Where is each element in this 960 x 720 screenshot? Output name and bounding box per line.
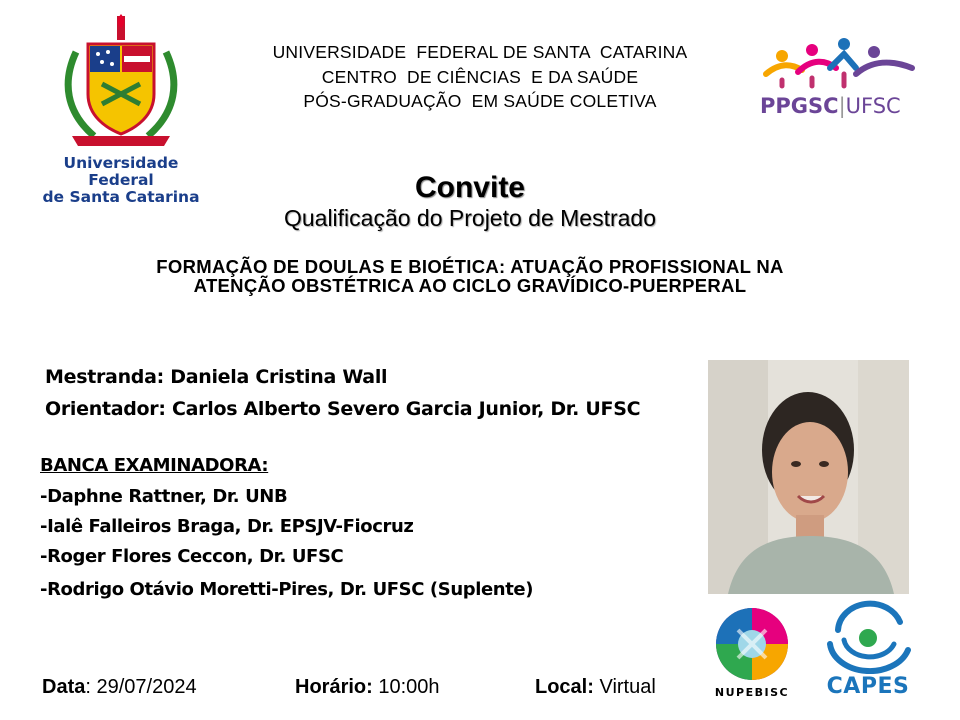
header-line-university: UNIVERSIDADE FEDERAL DE SANTA CATARINA bbox=[272, 42, 688, 62]
header-line-center: CENTRO DE CIÊNCIAS E DA SAÚDE bbox=[321, 66, 639, 87]
ppgsc-logo-right: UFSC bbox=[845, 94, 901, 118]
thesis-title-line1: FORMAÇÃO DE DOULAS E BIOÉTICA: ATUAÇÃO PROFISSIONAL NA bbox=[156, 256, 784, 277]
committee-member: -Ialê Falleiros Braga, Dr. EPSJV-Fiocruz bbox=[40, 516, 414, 537]
ufsc-logo-line1: Universidade Federal bbox=[63, 154, 179, 189]
header-line-program: PÓS-GRADUAÇÃO EM SAÚDE COLETIVA bbox=[303, 91, 657, 111]
advisor-label: Orientador: bbox=[45, 398, 166, 420]
ufsc-logo-line2: de Santa Catarina bbox=[42, 188, 200, 206]
time-value: 10:00h bbox=[372, 676, 440, 698]
location-value: Virtual bbox=[593, 676, 656, 698]
date-label: Data bbox=[42, 676, 86, 698]
nupebisc-logo bbox=[708, 604, 796, 704]
ppgsc-logo bbox=[752, 34, 922, 128]
student-photo bbox=[708, 360, 909, 594]
committee-member: -Daphne Rattner, Dr. UNB bbox=[40, 486, 288, 507]
event-time bbox=[295, 676, 440, 699]
ppgsc-logo-separator: | bbox=[838, 94, 846, 118]
invite-title: Convite bbox=[414, 171, 525, 204]
ppgsc-logo-text bbox=[760, 94, 901, 118]
committee-member: -Rodrigo Otávio Moretti-Pires, Dr. UFSC (Suplente) bbox=[40, 579, 534, 600]
ufsc-crest-icon bbox=[32, 12, 210, 152]
institution-header bbox=[200, 40, 760, 114]
portrait-image bbox=[708, 360, 909, 594]
committee-title: BANCA EXAMINADORA: bbox=[40, 455, 269, 476]
time-label: Horário: bbox=[295, 676, 373, 698]
advisor-row bbox=[45, 398, 640, 420]
student-row bbox=[45, 366, 387, 388]
nupebisc-logo-text: NUPEBISC bbox=[714, 686, 790, 699]
nupebisc-hands-icon bbox=[708, 604, 796, 684]
student-name: Daniela Cristina Wall bbox=[163, 366, 388, 388]
invite-subtitle: Qualificação do Projeto de Mestrado bbox=[283, 205, 657, 231]
event-location bbox=[535, 676, 656, 699]
capes-symbol-icon bbox=[818, 600, 918, 674]
capes-logo bbox=[818, 600, 918, 700]
advisor-name: Carlos Alberto Severo Garcia Junior, Dr. UFSC bbox=[165, 398, 641, 420]
thesis-title bbox=[40, 257, 900, 295]
student-label: Mestranda: bbox=[45, 366, 164, 388]
location-label: Local: bbox=[535, 676, 594, 698]
committee-member: -Roger Flores Ceccon, Dr. UFSC bbox=[40, 546, 344, 567]
ufsc-logo bbox=[32, 12, 210, 206]
date-value: : 29/07/2024 bbox=[85, 676, 197, 698]
ppgsc-logo-left: PPGSC bbox=[760, 94, 839, 118]
event-date bbox=[42, 676, 197, 699]
thesis-title-line2: ATENÇÃO OBSTÉTRICA AO CICLO GRAVÍDICO-PUERPERAL bbox=[193, 275, 747, 296]
capes-logo-text: CAPES bbox=[826, 674, 910, 699]
ppgsc-people-icon bbox=[752, 34, 922, 90]
